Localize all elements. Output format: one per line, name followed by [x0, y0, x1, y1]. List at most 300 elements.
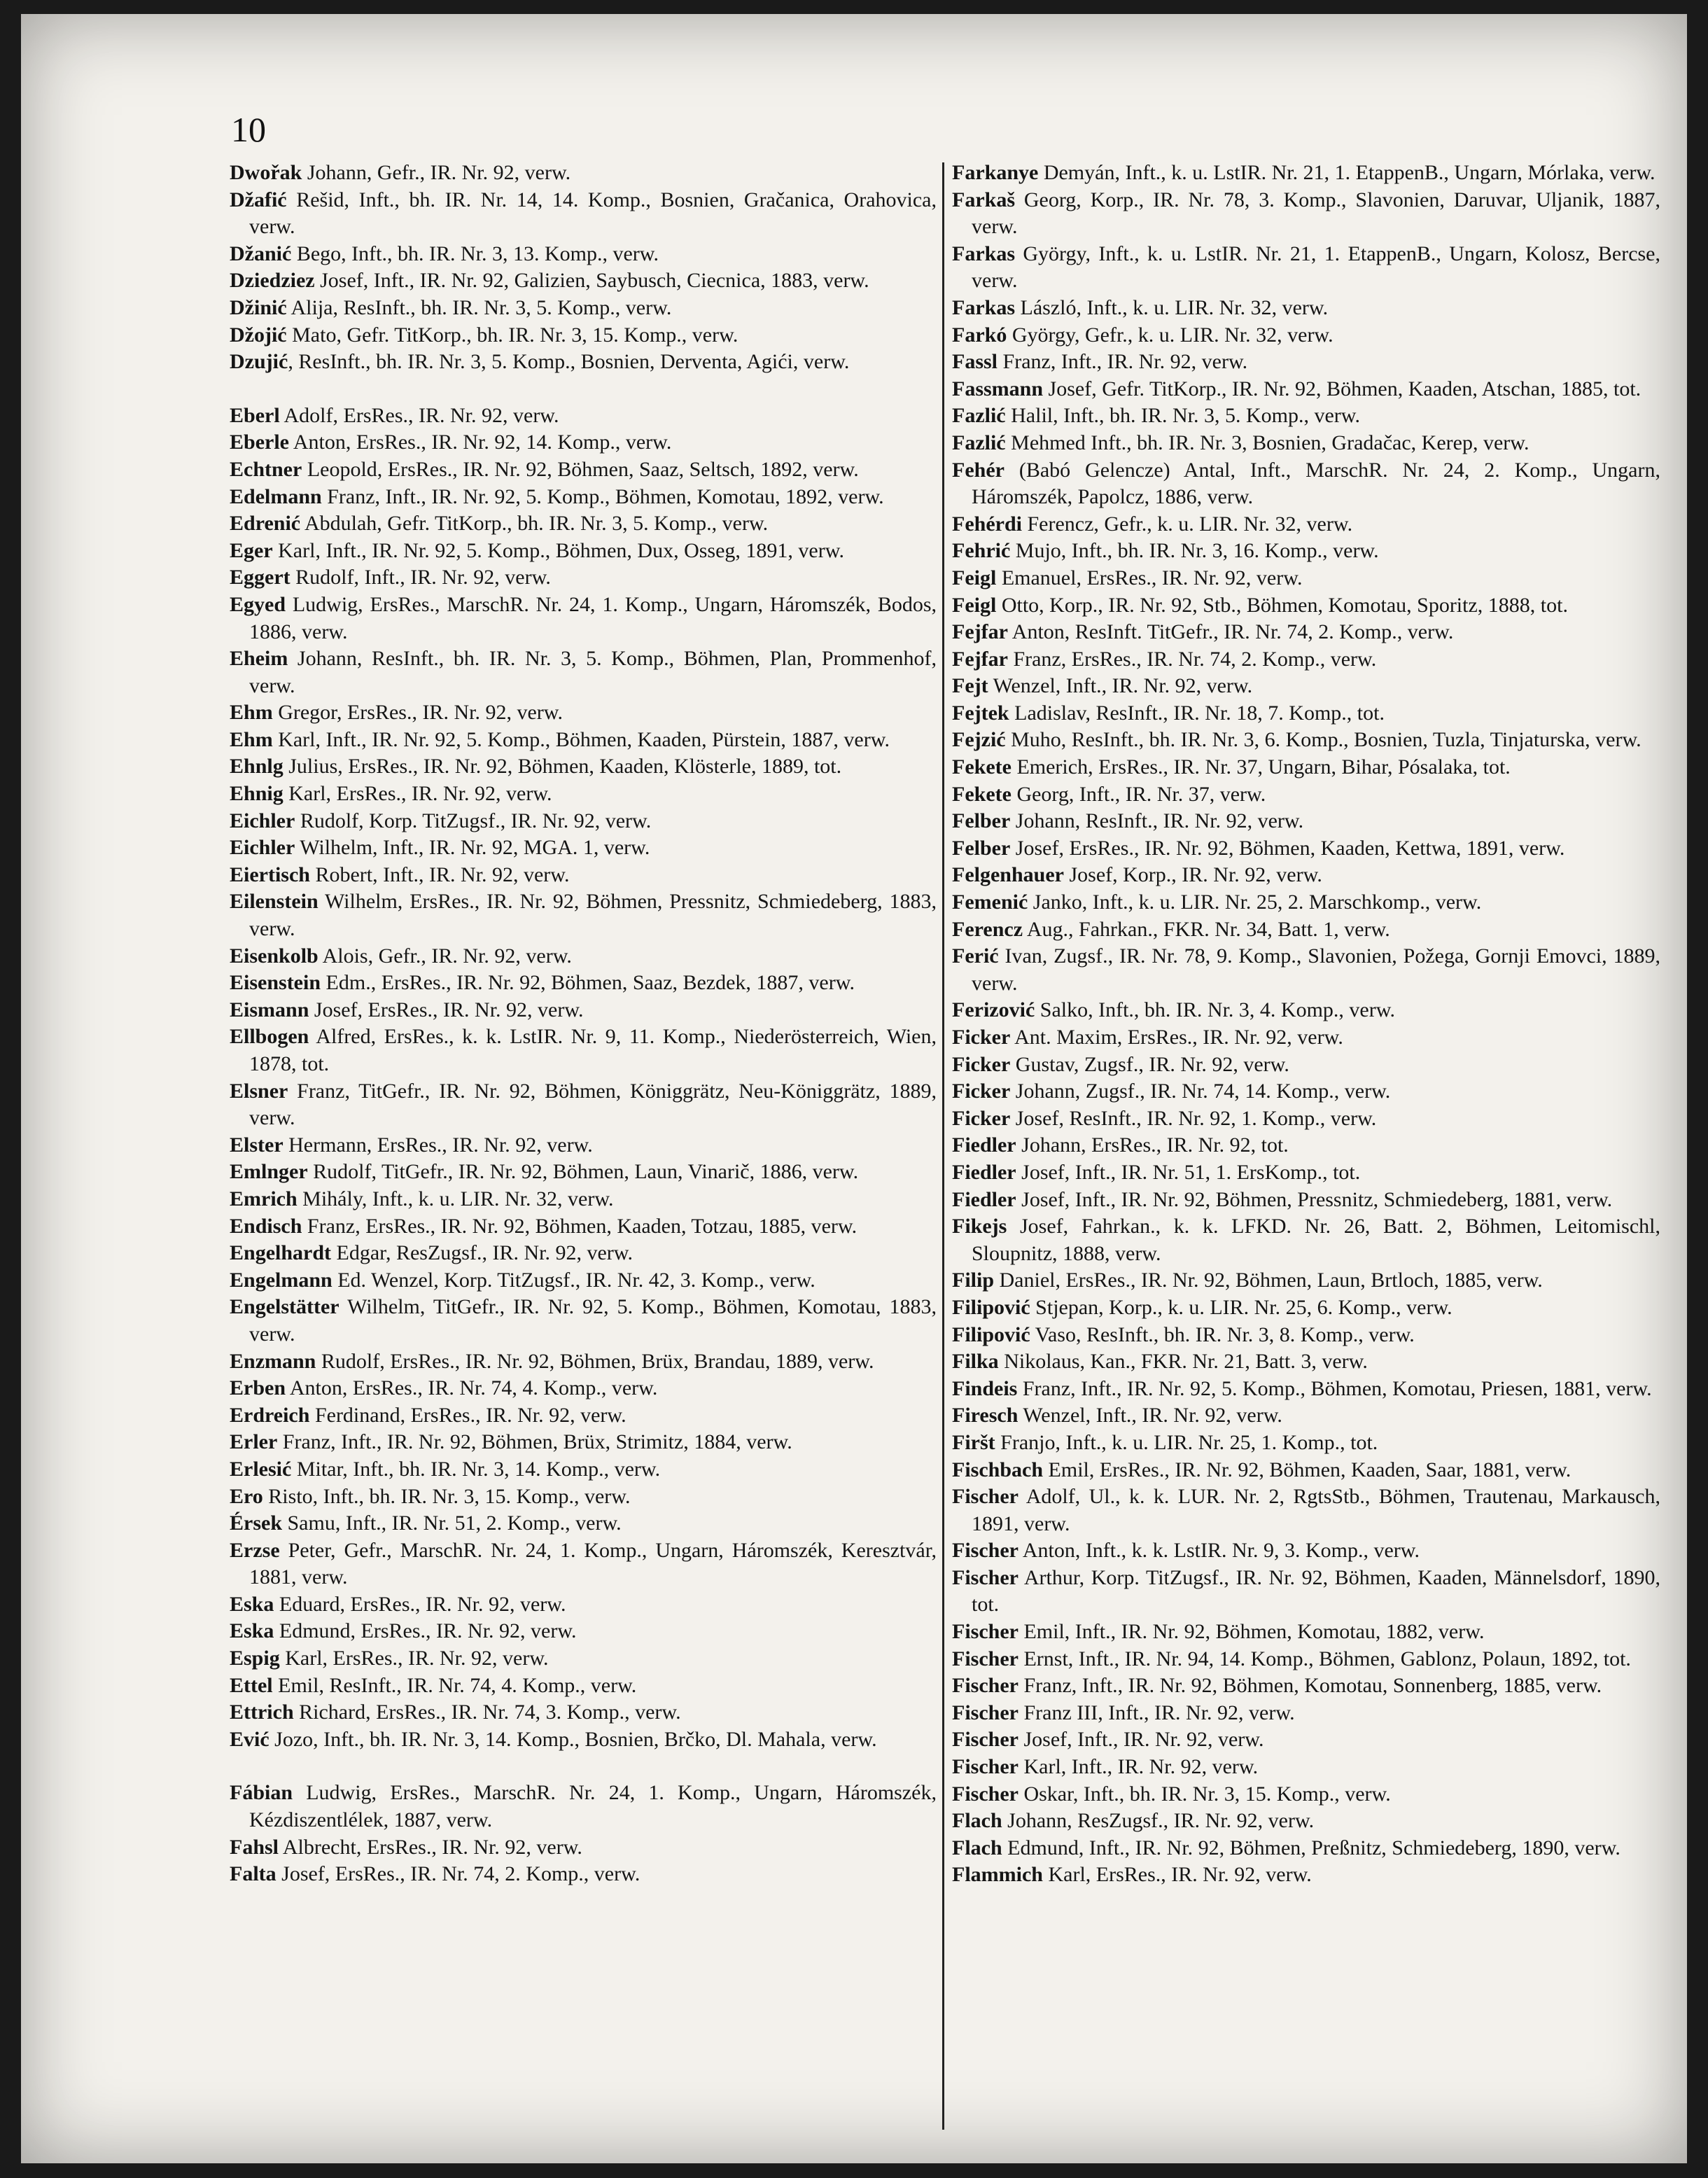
entry-surname: Eberle	[230, 431, 289, 454]
entry-surname: Fábian	[230, 1781, 293, 1805]
roll-entry	[952, 1726, 1660, 1754]
entry-details: Franz, Inft., IR. Nr. 92, Böhmen, Komotau, Sonnenberg, 1885, verw.	[1018, 1674, 1602, 1698]
entry-surname: Fischer	[952, 1620, 1018, 1644]
entry-details: Franz III, Inft., IR. Nr. 92, verw.	[1018, 1701, 1295, 1724]
entry-surname: Fischer	[952, 1647, 1018, 1670]
entry-surname: Erben	[230, 1376, 286, 1400]
entry-surname: Fiedler	[952, 1187, 1016, 1211]
roll-entry	[230, 160, 937, 187]
roll-entry	[230, 699, 937, 727]
entry-details: Franjo, Inft., k. u. LIR. Nr. 25, 1. Komp., tot.	[995, 1430, 1378, 1454]
roll-entry	[230, 187, 937, 241]
roll-entry	[230, 349, 937, 376]
entry-details: Ernst, Inft., IR. Nr. 94, 14. Komp., Böhmen, Gablonz, Polaun, 1892, tot.	[1018, 1647, 1631, 1670]
entry-details: Ludwig, ErsRes., MarschR. Nr. 24, 1. Komp., Ungarn, Háromszék, Bodos, 1886, verw.	[249, 592, 937, 643]
roll-entry	[952, 1565, 1660, 1619]
roll-entry	[230, 1402, 937, 1430]
roll-entry	[952, 592, 1660, 620]
entry-surname: Fejtek	[952, 701, 1009, 725]
roll-entry	[952, 673, 1660, 700]
roll-entry	[230, 1861, 937, 1888]
entry-surname: Džojić	[230, 323, 287, 347]
roll-entry	[952, 1078, 1660, 1105]
roll-entry	[952, 1187, 1660, 1214]
entry-surname: Fehrić	[952, 539, 1011, 563]
entry-surname: Emrich	[230, 1187, 298, 1210]
entry-details: Josef, Inft., IR. Nr. 92, Böhmen, Pressnitz, Schmiedeberg, 1881, verw.	[1016, 1187, 1613, 1211]
entry-details: Aug., Fahrkan., FKR. Nr. 34, Batt. 1, verw.	[1023, 917, 1390, 941]
roll-entry	[952, 808, 1660, 835]
roll-entry	[230, 295, 937, 322]
roll-entry	[952, 403, 1660, 430]
entry-details: Alois, Gefr., IR. Nr. 92, verw.	[318, 944, 572, 968]
entry-surname: Egyed	[230, 592, 286, 616]
entry-surname: Eger	[230, 538, 273, 562]
entry-surname: Fiedler	[952, 1160, 1016, 1184]
entry-surname: Erlesić	[230, 1457, 292, 1481]
entry-details: Johann, ResZugsf., IR. Nr. 92, verw.	[1002, 1809, 1315, 1833]
entry-surname: Eismann	[230, 998, 309, 1021]
entry-surname: Falta	[230, 1862, 276, 1886]
roll-entry	[952, 727, 1660, 754]
roll-entry	[230, 322, 937, 349]
entry-details: Jozo, Inft., bh. IR. Nr. 3, 14. Komp., Bosnien, Brčko, Dl. Mahala, verw.	[269, 1727, 877, 1751]
entry-details: Josef, Korp., IR. Nr. 92, verw.	[1063, 863, 1322, 887]
entry-details: Edm., ErsRes., IR. Nr. 92, Böhmen, Saaz, Bezdek, 1887, verw.	[321, 971, 855, 995]
entry-surname: Fejzić	[952, 728, 1006, 752]
roll-entry	[230, 727, 937, 754]
roll-entry	[230, 1780, 937, 1834]
entry-surname: Fischer	[952, 1782, 1018, 1806]
entry-details: Karl, Inft., IR. Nr. 92, 5. Komp., Böhmen, Kaaden, Pürstein, 1887, verw.	[272, 727, 890, 751]
roll-entry	[952, 1052, 1660, 1079]
roll-entry	[230, 403, 937, 430]
entry-surname: Érsek	[230, 1512, 282, 1535]
page-number: 10	[231, 110, 266, 149]
entry-surname: Eska	[230, 1619, 274, 1643]
entry-details: Josef, Inft., IR. Nr. 51, 1. ErsKomp., tot.	[1016, 1160, 1361, 1184]
entry-details: Edgar, ResZugsf., IR. Nr. 92, verw.	[331, 1241, 633, 1265]
entry-details: Karl, ErsRes., IR. Nr. 92, verw.	[283, 782, 552, 806]
roll-entry	[952, 1754, 1660, 1781]
entry-surname: Ficker	[952, 1026, 1011, 1049]
entry-surname: Enzmann	[230, 1349, 316, 1373]
roll-entry	[230, 1159, 937, 1186]
entry-details: Franz, Inft., IR. Nr. 92, 5. Komp., Böhmen, Komotau, 1892, verw.	[321, 484, 884, 508]
roll-entry	[230, 1510, 937, 1537]
entry-surname: Ehm	[230, 727, 273, 751]
roll-entry	[230, 1673, 937, 1700]
roll-entry	[952, 1457, 1660, 1484]
entry-details: (Babó Gelencze) Antal, Inft., MarschR. Nr. 24, 2. Komp., Ungarn, Háromszék, Papolcz, 1886, verw.	[972, 458, 1660, 509]
roll-entry	[230, 1726, 937, 1754]
entry-details: Mitar, Inft., bh. IR. Nr. 3, 14. Komp., verw.	[291, 1457, 661, 1481]
roll-entry	[952, 1430, 1660, 1457]
entry-details: Alfred, ErsRes., k. k. LstIR. Nr. 9, 11. Komp., Niederösterreich, Wien, 1878, tot.	[249, 1025, 937, 1075]
entry-details: Gregor, ErsRes., IR. Nr. 92, verw.	[272, 701, 563, 725]
roll-entry	[952, 1322, 1660, 1349]
entry-surname: Fiedler	[952, 1133, 1016, 1157]
roll-entry	[952, 349, 1660, 376]
entry-details: Ludwig, ErsRes., MarschR. Nr. 24, 1. Komp., Ungarn, Háromszék, Kézdiszentlélek, 1887, verw.	[249, 1781, 937, 1832]
entry-surname: Fischer	[952, 1674, 1018, 1698]
entry-surname: Eilenstein	[230, 890, 318, 914]
roll-entry	[230, 1591, 937, 1619]
entry-surname: Firšt	[952, 1430, 995, 1454]
entry-details: Georg, Inft., IR. Nr. 37, verw.	[1011, 782, 1266, 806]
entry-surname: Fassl	[952, 350, 998, 374]
roll-entry	[230, 267, 937, 295]
entry-surname: Echtner	[230, 457, 302, 481]
entry-surname: Fazlić	[952, 404, 1006, 428]
roll-entry	[952, 322, 1660, 349]
entry-surname: Femenić	[952, 891, 1028, 914]
roll-entry	[230, 241, 937, 268]
roll-entry	[230, 1267, 937, 1294]
entry-surname: Eisenstein	[230, 971, 321, 995]
entry-details: Karl, ErsRes., IR. Nr. 92, verw.	[279, 1647, 549, 1670]
entry-details: Muho, ResInft., bh. IR. Nr. 3, 6. Komp., Bosnien, Tuzla, Tinjaturska, verw.	[1005, 728, 1642, 752]
roll-entry	[230, 1294, 937, 1348]
entry-details: Johann, ErsRes., IR. Nr. 92, tot.	[1016, 1133, 1289, 1157]
column-divider	[942, 162, 944, 2130]
entry-details: László, Inft., k. u. LIR. Nr. 32, verw.	[1015, 295, 1329, 319]
entry-surname: Filipović	[952, 1295, 1030, 1319]
entry-details: Mato, Gefr. TitKorp., bh. IR. Nr. 3, 15. Komp., verw.	[286, 323, 738, 347]
roll-entry	[952, 160, 1660, 187]
entry-details: Josef, ErsRes., IR. Nr. 74, 2. Komp., verw.	[276, 1862, 640, 1886]
entry-surname: Eggert	[230, 566, 290, 589]
entry-details: Mehmed Inft., bh. IR. Nr. 3, Bosnien, Gradačac, Kerep, verw.	[1005, 431, 1530, 454]
entry-surname: Eichler	[230, 836, 295, 860]
entry-details: Josef, Inft., IR. Nr. 92, Galizien, Saybusch, Ciecnica, 1883, verw.	[314, 269, 869, 293]
roll-entry	[230, 1484, 937, 1511]
entry-surname: Edelmann	[230, 484, 322, 508]
roll-entry	[230, 456, 937, 484]
entry-surname: Eheim	[230, 647, 288, 671]
roll-entry	[230, 564, 937, 592]
entry-details: Daniel, ErsRes., IR. Nr. 92, Böhmen, Laun, Brtloch, 1885, verw.	[994, 1269, 1543, 1292]
entry-surname: Farkanye	[952, 161, 1039, 184]
section-gap	[230, 1753, 937, 1780]
entry-surname: Edrenić	[230, 512, 301, 536]
entry-details: Karl, Inft., IR. Nr. 92, 5. Komp., Böhmen, Dux, Osseg, 1891, verw.	[272, 538, 844, 562]
roll-entry	[952, 1132, 1660, 1159]
entry-surname: Felber	[952, 809, 1011, 833]
entry-surname: Dziedziez	[230, 269, 315, 293]
entry-details: Franz, Inft., IR. Nr. 92, verw.	[997, 350, 1248, 374]
entry-details: Emil, Inft., IR. Nr. 92, Böhmen, Komotau, 1882, verw.	[1018, 1620, 1485, 1644]
roll-entry	[952, 565, 1660, 592]
entry-surname: Fischer	[952, 1565, 1018, 1589]
entry-details: Janko, Inft., k. u. LIR. Nr. 25, 2. Marschkomp., verw.	[1028, 891, 1482, 914]
entry-surname: Erzse	[230, 1538, 280, 1562]
entry-surname: Emlnger	[230, 1160, 308, 1184]
entry-details: Bego, Inft., bh. IR. Nr. 3, 13. Komp., verw.	[291, 242, 659, 265]
entry-details: Wenzel, Inft., IR. Nr. 92, verw.	[988, 674, 1253, 698]
entry-surname: Farkas	[952, 242, 1015, 265]
entry-details: Franz, Inft., IR. Nr. 92, Böhmen, Brüx, Strimitz, 1884, verw.	[277, 1430, 792, 1454]
roll-entry	[230, 1078, 937, 1132]
roll-entry	[952, 538, 1660, 565]
entry-surname: Fejfar	[952, 620, 1008, 644]
entry-details: Karl, ErsRes., IR. Nr. 92, verw.	[1042, 1863, 1312, 1887]
entry-surname: Fehér	[952, 458, 1004, 482]
roll-entry	[952, 1646, 1660, 1673]
entry-surname: Fischer	[952, 1755, 1018, 1779]
roll-entry	[952, 889, 1660, 916]
roll-entry	[952, 1537, 1660, 1565]
entry-details: Wenzel, Inft., IR. Nr. 92, verw.	[1018, 1404, 1282, 1427]
entry-details: Josef, Inft., IR. Nr. 92, verw.	[1018, 1728, 1264, 1752]
roll-entry	[230, 781, 937, 808]
entry-surname: Fazlić	[952, 431, 1006, 454]
entry-details: Johann, Gefr., IR. Nr. 92, verw.	[302, 161, 571, 184]
roll-entry	[952, 1862, 1660, 1889]
entry-surname: Ficker	[952, 1052, 1011, 1076]
roll-entry	[230, 1132, 937, 1159]
entry-surname: Ettel	[230, 1673, 273, 1697]
entry-surname: Fischbach	[952, 1458, 1044, 1481]
roll-entry	[230, 1456, 937, 1484]
entry-surname: Farkó	[952, 323, 1007, 347]
entry-surname: Ficker	[952, 1106, 1011, 1130]
entry-details: Rudolf, ErsRes., IR. Nr. 92, Böhmen, Brüx, Brandau, 1889, verw.	[316, 1349, 874, 1373]
roll-entry	[952, 835, 1660, 863]
roll-entry	[952, 1402, 1660, 1430]
roll-entry	[230, 1618, 937, 1645]
entry-details: Salko, Inft., bh. IR. Nr. 3, 4. Komp., verw.	[1035, 998, 1395, 1022]
roll-entry	[230, 997, 937, 1024]
entry-details: Edmund, Inft., IR. Nr. 92, Böhmen, Preßnitz, Schmiedeberg, 1890, verw.	[1002, 1836, 1620, 1859]
entry-details: Adolf, Ul., k. k. LUR. Nr. 2, RgtsStb., Böhmen, Trautenau, Markausch, 1891, verw.	[972, 1485, 1660, 1535]
entry-surname: Džanić	[230, 242, 292, 265]
entry-surname: Fekete	[952, 755, 1011, 779]
entry-details: Nikolaus, Kan., FKR. Nr. 21, Batt. 3, verw.	[998, 1350, 1368, 1374]
roll-entry	[952, 1159, 1660, 1187]
entry-surname: Erler	[230, 1430, 278, 1454]
roll-entry	[230, 943, 937, 970]
roll-entry	[952, 619, 1660, 646]
entry-surname: Džafić	[230, 188, 287, 211]
entry-details: Josef, ErsRes., IR. Nr. 92, verw.	[309, 998, 584, 1021]
entry-surname: Ehm	[230, 701, 273, 725]
roll-entry	[952, 187, 1660, 241]
roll-entry	[952, 1673, 1660, 1700]
entry-surname: Espig	[230, 1647, 280, 1670]
roll-entry	[952, 1484, 1660, 1537]
document-page	[21, 14, 1687, 2163]
roll-entry	[230, 1186, 937, 1213]
entry-surname: Dwořak	[230, 161, 302, 184]
entry-details: Johann, ResInft., bh. IR. Nr. 3, 5. Komp., Böhmen, Plan, Prommenhof, verw.	[249, 647, 937, 697]
entry-details: Edmund, ErsRes., IR. Nr. 92, verw.	[274, 1619, 577, 1643]
entry-details: Josef, Gefr. TitKorp., IR. Nr. 92, Böhmen, Kaaden, Atschan, 1885, tot.	[1043, 377, 1642, 400]
roll-entry	[230, 808, 937, 835]
entry-details: Risto, Inft., bh. IR. Nr. 3, 15. Komp., verw.	[262, 1484, 631, 1508]
entry-details: Rešid, Inft., bh. IR. Nr. 14, 14. Komp., Bosnien, Gračanica, Orahovica, verw.	[249, 188, 937, 239]
roll-entry	[952, 1294, 1660, 1322]
entry-surname: Fahsl	[230, 1835, 279, 1859]
roll-entry	[952, 241, 1660, 295]
entry-details: Wilhelm, TitGefr., IR. Nr. 92, 5. Komp., Böhmen, Komotau, 1883, verw.	[249, 1295, 937, 1346]
entry-details: Franz, TitGefr., IR. Nr. 92, Böhmen, Königgrätz, Neu-Königgrätz, 1889, verw.	[249, 1079, 937, 1130]
entry-surname: Ellbogen	[230, 1025, 309, 1049]
entry-surname: Ferizović	[952, 998, 1035, 1022]
entry-details: Emanuel, ErsRes., IR. Nr. 92, verw.	[996, 566, 1303, 589]
entry-surname: Ettrich	[230, 1701, 294, 1724]
roll-entry	[230, 1429, 937, 1456]
entry-surname: Fikejs	[952, 1215, 1007, 1238]
entry-surname: Erdreich	[230, 1403, 310, 1427]
entry-surname: Filip	[952, 1269, 995, 1292]
right-column	[952, 160, 1660, 1889]
entry-details: Mujo, Inft., bh. IR. Nr. 3, 16. Komp., verw.	[1010, 539, 1379, 563]
entry-surname: Eska	[230, 1592, 274, 1616]
entry-details: Ant. Maxim, ErsRes., IR. Nr. 92, verw.	[1010, 1026, 1343, 1049]
entry-details: Franz, ErsRes., IR. Nr. 92, Böhmen, Kaaden, Totzau, 1885, verw.	[302, 1214, 858, 1238]
roll-entry	[230, 1348, 937, 1376]
entry-details: Eduard, ErsRes., IR. Nr. 92, verw.	[274, 1592, 566, 1616]
roll-entry	[952, 1619, 1660, 1646]
roll-entry	[230, 753, 937, 781]
entry-surname: Endisch	[230, 1214, 302, 1238]
roll-entry	[952, 916, 1660, 944]
entry-details: Johann, ResInft., IR. Nr. 92, verw.	[1010, 809, 1304, 833]
roll-entry	[952, 781, 1660, 809]
entry-details: Vaso, ResInft., bh. IR. Nr. 3, 8. Komp., verw.	[1030, 1322, 1415, 1346]
roll-entry	[952, 376, 1660, 403]
entry-surname: Džinić	[230, 295, 287, 319]
entry-surname: Fekete	[952, 782, 1011, 806]
entry-details: Alija, ResInft., bh. IR. Nr. 3, 5. Komp., verw.	[286, 295, 672, 319]
entry-surname: Findeis	[952, 1376, 1018, 1400]
entry-surname: Felber	[952, 836, 1011, 860]
roll-entry	[230, 970, 937, 997]
entry-surname: Filka	[952, 1350, 999, 1374]
roll-entry	[230, 888, 937, 942]
entry-details: Rudolf, Korp. TitZugsf., IR. Nr. 92, verw.	[295, 809, 652, 832]
roll-entry	[952, 430, 1660, 457]
entry-surname: Ehnlg	[230, 755, 284, 779]
entry-details: Anton, ResInft. TitGefr., IR. Nr. 74, 2. Komp., verw.	[1007, 620, 1454, 644]
entry-surname: Farkaš	[952, 188, 1015, 211]
roll-entry	[952, 997, 1660, 1024]
roll-entry	[230, 1024, 937, 1077]
entry-details: Rudolf, Inft., IR. Nr. 92, verw.	[290, 566, 551, 589]
entry-details: Emil, ResInft., IR. Nr. 74, 4. Komp., verw.	[272, 1673, 637, 1697]
entry-surname: Firesch	[952, 1404, 1018, 1427]
entry-details: Josef, ResInft., IR. Nr. 92, 1. Komp., verw.	[1010, 1106, 1377, 1130]
entry-surname: Fehérdi	[952, 512, 1022, 536]
entry-surname: Farkas	[952, 295, 1015, 319]
entry-surname: Fejt	[952, 674, 988, 698]
entry-details: Wilhelm, Inft., IR. Nr. 92, MGA. 1, verw.	[295, 836, 650, 860]
entry-surname: Eisenkolb	[230, 944, 318, 968]
entry-surname: Engelhardt	[230, 1241, 332, 1265]
roll-entry	[952, 1105, 1660, 1133]
entry-surname: Elster	[230, 1133, 284, 1157]
entry-details: Stjepan, Korp., k. u. LIR. Nr. 25, 6. Komp., verw.	[1030, 1295, 1452, 1319]
roll-entry	[952, 862, 1660, 889]
entry-surname: Ehnig	[230, 782, 284, 806]
roll-entry	[952, 1781, 1660, 1808]
roll-entry	[230, 1834, 937, 1862]
roll-entry	[230, 1699, 937, 1726]
entry-details: Ladislav, ResInft., IR. Nr. 18, 7. Komp., tot.	[1009, 701, 1385, 725]
entry-details: Otto, Korp., IR. Nr. 92, Stb., Böhmen, Komotau, Sporitz, 1888, tot.	[996, 593, 1568, 617]
roll-entry	[230, 835, 937, 862]
entry-surname: Fischer	[952, 1701, 1018, 1724]
entry-details: Emerich, ErsRes., IR. Nr. 37, Ungarn, Bihar, Pósalaka, tot.	[1011, 755, 1511, 779]
entry-details: Richard, ErsRes., IR. Nr. 74, 3. Komp., verw.	[293, 1701, 681, 1724]
entry-surname: Filipović	[952, 1322, 1030, 1346]
entry-surname: Ević	[230, 1727, 270, 1751]
entry-details: Anton, Inft., k. k. LstIR. Nr. 9, 3. Komp., verw.	[1018, 1539, 1420, 1563]
entry-surname: Ferić	[952, 944, 999, 968]
entry-surname: Flach	[952, 1809, 1002, 1833]
roll-entry	[230, 1537, 937, 1591]
entry-details: Franz, Inft., IR. Nr. 92, 5. Komp., Böhmen, Komotau, Priesen, 1881, verw.	[1017, 1376, 1652, 1400]
roll-entry	[952, 511, 1660, 538]
entry-surname: Elsner	[230, 1079, 288, 1103]
entry-details: Samu, Inft., IR. Nr. 51, 2. Komp., verw.	[282, 1512, 622, 1535]
entry-surname: Feigl	[952, 593, 997, 617]
entry-surname: Ficker	[952, 1080, 1011, 1103]
entry-surname: Fejfar	[952, 647, 1008, 671]
roll-entry	[230, 1645, 937, 1673]
roll-entry	[952, 1835, 1660, 1862]
entry-details: Anton, ErsRes., IR. Nr. 92, 14. Komp., verw.	[288, 431, 672, 454]
entry-details: Karl, Inft., IR. Nr. 92, verw.	[1018, 1755, 1259, 1779]
entry-surname: Felgenhauer	[952, 863, 1064, 887]
entry-details: Demyán, Inft., k. u. LstIR. Nr. 21, 1. EtappenB., Ungarn, Mórlaka, verw.	[1038, 161, 1656, 184]
entry-details: Josef, Fahrkan., k. k. LFKD. Nr. 26, Batt. 2, Böhmen, Leitomischl, Sloupnitz, 1888, verw.	[972, 1215, 1660, 1265]
entry-details: Ferdinand, ErsRes., IR. Nr. 92, verw.	[309, 1403, 626, 1427]
entry-details: Josef, ErsRes., IR. Nr. 92, Böhmen, Kaaden, Kettwa, 1891, verw.	[1010, 836, 1565, 860]
entry-surname: Ferencz	[952, 917, 1023, 941]
entry-surname: Engelmann	[230, 1268, 332, 1292]
roll-entry	[230, 484, 937, 511]
entry-details: Abdulah, Gefr. TitKorp., bh. IR. Nr. 3, 5. Komp., verw.	[300, 512, 769, 536]
entry-details: Wilhelm, ErsRes., IR. Nr. 92, Böhmen, Pressnitz, Schmiedeberg, 1883, verw.	[249, 890, 937, 941]
entry-details: Hermann, ErsRes., IR. Nr. 92, verw.	[283, 1133, 593, 1157]
roll-entry	[230, 645, 937, 699]
entry-details: Julius, ErsRes., IR. Nr. 92, Böhmen, Kaaden, Klösterle, 1889, tot.	[283, 755, 842, 779]
entry-surname: Fischer	[952, 1728, 1018, 1752]
entry-details: , ResInft., bh. IR. Nr. 3, 5. Komp., Bosnien, Derventa, Agići, verw.	[288, 350, 850, 374]
roll-entry	[230, 1213, 937, 1241]
roll-entry	[230, 429, 937, 456]
entry-details: Arthur, Korp. TitZugsf., IR. Nr. 92, Böhmen, Kaaden, Männelsdorf, 1890, tot.	[972, 1565, 1660, 1617]
roll-entry	[952, 1376, 1660, 1403]
entry-details: Leopold, ErsRes., IR. Nr. 92, Böhmen, Saaz, Seltsch, 1892, verw.	[302, 457, 859, 481]
entry-details: Robert, Inft., IR. Nr. 92, verw.	[309, 863, 570, 886]
entry-surname: Feigl	[952, 566, 997, 589]
roll-entry	[230, 592, 937, 645]
section-gap	[230, 376, 937, 403]
entry-details: Georg, Korp., IR. Nr. 78, 3. Komp., Slavonien, Daruvar, Uljanik, 1887, verw.	[972, 188, 1660, 239]
entry-surname: Flach	[952, 1836, 1002, 1859]
roll-entry	[952, 646, 1660, 673]
entry-surname: Ero	[230, 1484, 263, 1508]
entry-details: Gustav, Zugsf., IR. Nr. 92, verw.	[1010, 1052, 1289, 1076]
roll-entry	[952, 1024, 1660, 1052]
roll-entry	[230, 1375, 937, 1402]
entry-details: Mihály, Inft., k. u. LIR. Nr. 32, verw.	[297, 1187, 614, 1210]
entry-details: Ferencz, Gefr., k. u. LIR. Nr. 32, verw.	[1021, 512, 1353, 536]
entry-details: Franz, ErsRes., IR. Nr. 74, 2. Komp., verw.	[1007, 647, 1377, 671]
